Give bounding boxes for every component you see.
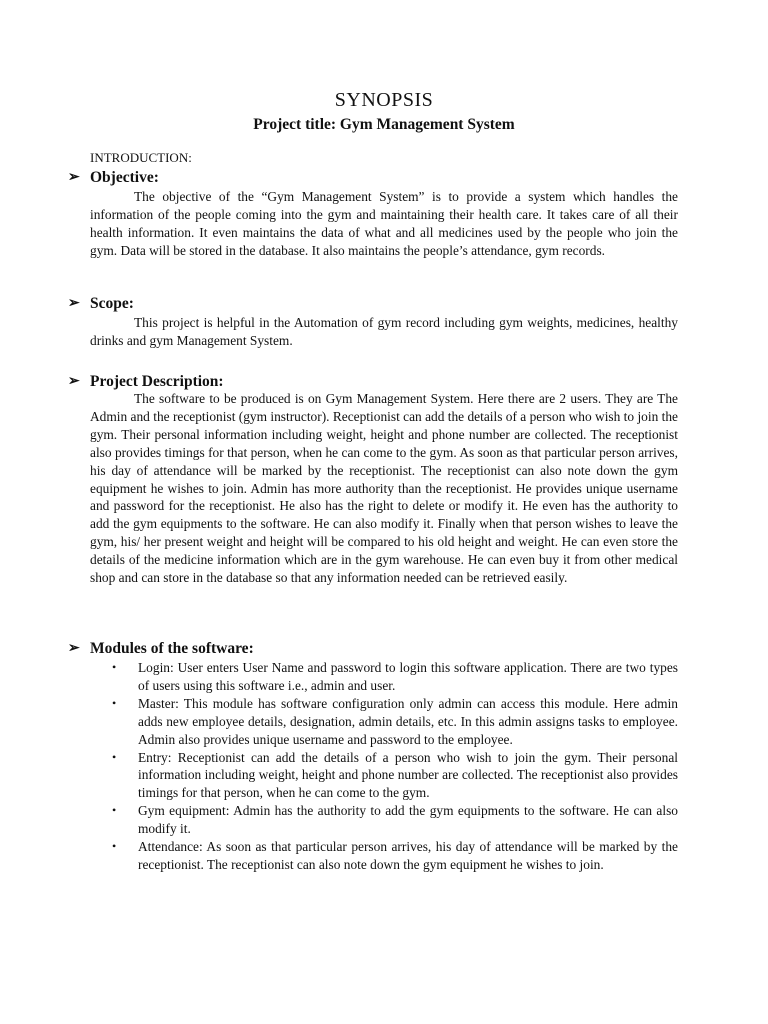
bullet-icon: •: [112, 839, 117, 854]
arrow-bullet-icon: ➢: [68, 296, 80, 311]
bullet-icon: •: [112, 660, 117, 674]
module-master-text: Master: This module has software configuration only admin can access this module. Here admin adds new employee details, designation, admin details, etc. In this admin assigns tasks to employee. Admin also provides unique username and password to the employee.: [138, 695, 678, 747]
scope-paragraph: This project is helpful in the Automation of gym record including gym weights, medicines, healthy drinks and gym Management System.: [90, 315, 678, 348]
arrow-bullet-icon: ➢: [68, 170, 80, 185]
scope-heading: [68, 294, 134, 314]
scope-heading-label: Scope:: [90, 295, 134, 312]
document-title: SYNOPSIS: [334, 89, 434, 111]
objective-heading-label: Objective:: [90, 169, 159, 186]
list-item: [112, 749, 678, 803]
objective-heading: [68, 168, 159, 188]
list-item: [112, 695, 678, 749]
modules-heading: [68, 639, 254, 659]
list-item: [112, 659, 678, 695]
bullet-icon: •: [112, 695, 117, 710]
project-description-heading: [68, 372, 224, 392]
module-attendance-text: Attendance: As soon as that particular person arrives, his day of attendance will be marked by the receptionist. The receptionist can also note down the gym equipment he wishes to join.: [138, 839, 678, 872]
module-login-text: Login: User enters User Name and password to login this software application. There are two types of users using this software i.e., admin and user.: [138, 660, 678, 693]
list-item: [112, 802, 678, 838]
project-description-heading-label: Project Description:: [90, 373, 224, 390]
arrow-bullet-icon: ➢: [68, 374, 80, 389]
module-gym-equipment-text: Gym equipment: Admin has the authority to add the gym equipments to the software. He can also modify it.: [138, 803, 678, 837]
list-item: [112, 838, 678, 874]
modules-heading-label: Modules of the software:: [90, 640, 254, 657]
project-description-paragraph: The software to be produced is on Gym Management System. Here there are 2 users. They are The Admin and the receptionist (gym instructor). Receptionist can add the details of a person who wish to join the gym. Their personal information including weight, height and phone number are collected. The receptionist also provides timings for that person, when he can come to the gym. As soon as that particular person arrives, his day of attendance will be marked by the receptionist. The receptionist can also note down the gym equipment he wishes to join. Admin has more authority than the receptionist. He provides unique username and password for the receptionist. He also has the right to delete or modify it. He even has the authority to add the gym equipments to the software. He can also modify it. Finally when that person wishes to leave the gym, his/ her present weight and height will be compared to his old height and weight. He can even store the details of the medicine information which are in the gym warehouse. He can even buy it from other medical shop and can store in the database so that any information needed can be retrieved easily.: [90, 391, 678, 586]
arrow-bullet-icon: ➢: [68, 641, 80, 656]
module-entry-text: Entry: Receptionist can add the details of a person who wish to join the gym. Their personal information including weight, height and phone number are collected. The receptionist also provides timings for that person, when he can come to the gym.: [138, 749, 678, 801]
modules-list: [112, 659, 678, 874]
project-title: Project title: Gym Management System: [253, 116, 515, 133]
bullet-icon: •: [112, 749, 117, 764]
bullet-icon: •: [112, 803, 117, 818]
objective-paragraph: The objective of the “Gym Management System” is to provide a system which handles the information of the people coming into the gym and maintaining their health care. It takes care of all their health information. It even maintains the data of what and all medicines used by the people who join the gym. Data will be stored in the database. It also maintains the people’s attendance, gym records.: [90, 189, 678, 258]
introduction-label: INTRODUCTION:: [90, 150, 192, 165]
